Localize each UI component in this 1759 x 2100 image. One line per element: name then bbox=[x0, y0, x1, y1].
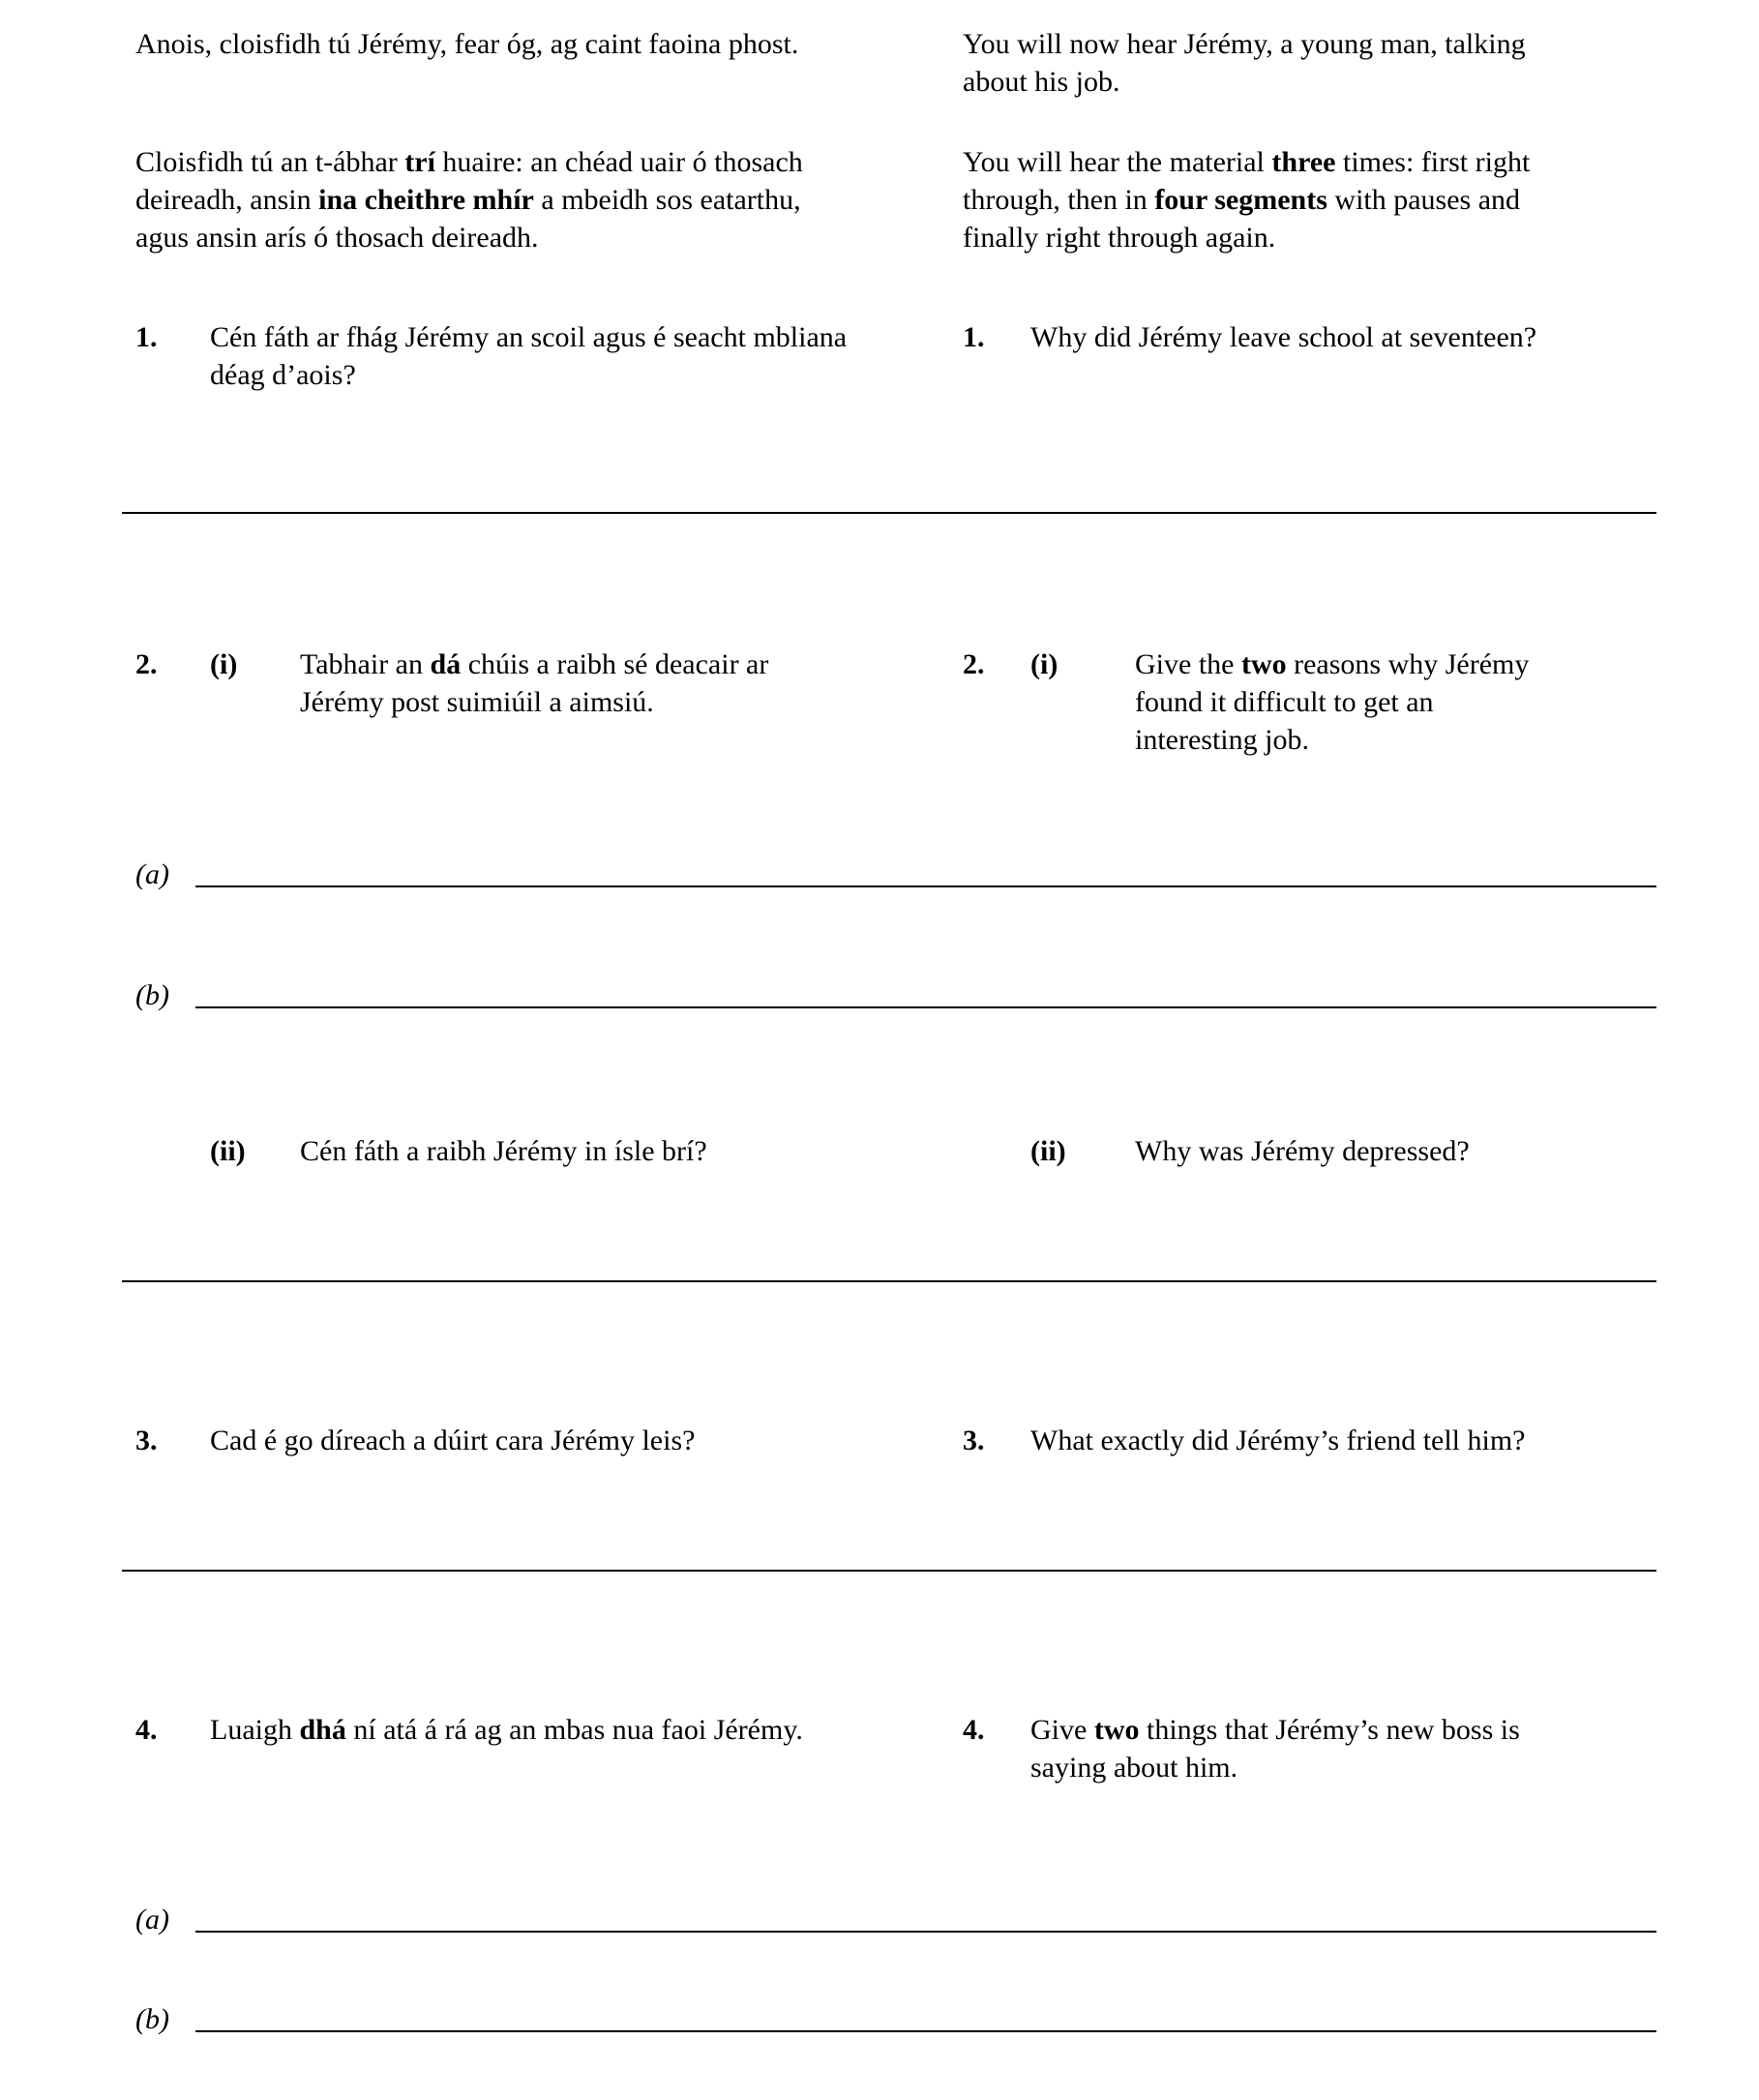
section-divider bbox=[122, 1570, 1656, 1572]
text-fragment: Cloisfidh tú an t-ábhar bbox=[135, 146, 405, 178]
subpart-label: (i) bbox=[1030, 648, 1058, 680]
answer-label-a: (a) bbox=[135, 858, 169, 890]
bold-fragment: three bbox=[1271, 146, 1336, 178]
question-4-english-text bbox=[1030, 1711, 1557, 1786]
answer-write-line bbox=[195, 1006, 1656, 1008]
text-fragment: with pauses and finally right through again. bbox=[963, 184, 1521, 254]
answer-label-b: (b) bbox=[135, 2003, 169, 2035]
question-1-irish bbox=[135, 318, 853, 394]
answer-write-line bbox=[195, 1931, 1656, 1933]
intro2-irish-column bbox=[135, 143, 853, 256]
intro1-english-column bbox=[963, 25, 1557, 101]
intro2-english-column bbox=[963, 143, 1557, 256]
text-fragment: Give the bbox=[1135, 648, 1241, 680]
question-2i-english-text bbox=[1135, 645, 1557, 759]
intro2-english-text bbox=[963, 143, 1557, 256]
question-number: 2. bbox=[963, 648, 985, 680]
bold-fragment: dhá bbox=[299, 1714, 346, 1746]
question-2i-irish bbox=[135, 645, 853, 759]
question-4-irish bbox=[135, 1711, 853, 1786]
intro1-irish-text: Anois, cloisfidh tú Jérémy, fear óg, ag caint faoina phost. bbox=[135, 28, 799, 60]
question-2i-irish-text bbox=[300, 645, 853, 721]
section-divider bbox=[122, 1280, 1656, 1282]
answer-line-a bbox=[135, 1901, 1656, 1938]
section-divider bbox=[122, 512, 1656, 514]
question-1-irish-text: Cén fáth ar fhág Jérémy an scoil agus é seacht mbliana déag d’aois? bbox=[210, 321, 848, 391]
text-fragment: things that Jérémy’s new boss is saying about him. bbox=[1030, 1714, 1520, 1784]
question-1 bbox=[135, 318, 1656, 394]
question-number: 3. bbox=[963, 1425, 985, 1456]
text-fragment: ní atá á rá ag an mbas nua faoi Jérémy. bbox=[345, 1714, 803, 1746]
bold-fragment: trí bbox=[404, 146, 435, 178]
text-fragment: You will hear the material bbox=[963, 146, 1272, 178]
question-1-english-text: Why did Jérémy leave school at seventeen? bbox=[1030, 321, 1537, 353]
answer-line-b bbox=[135, 2000, 1656, 2038]
bold-fragment: two bbox=[1093, 1714, 1140, 1746]
text-fragment: Tabhair an bbox=[300, 648, 431, 680]
answer-write-line bbox=[195, 2030, 1656, 2032]
question-2ii-irish bbox=[135, 1132, 853, 1170]
question-number: 3. bbox=[135, 1425, 158, 1456]
bold-fragment: dá bbox=[430, 648, 462, 680]
intro1-irish-column bbox=[135, 25, 853, 101]
question-1-english bbox=[963, 318, 1557, 394]
text-fragment: a mbeidh sos eatarthu, agus ansin arís ó thosach deireadh. bbox=[135, 184, 801, 254]
answer-label-b: (b) bbox=[135, 979, 169, 1011]
intro-paragraph-2 bbox=[135, 143, 1656, 256]
text-fragment: chúis a raibh sé deacair ar Jérémy post suimiúil a aimsiú. bbox=[300, 648, 769, 718]
bold-fragment: ina cheithre mhír bbox=[318, 184, 534, 216]
intro1-english-text: You will now hear Jérémy, a young man, talking about his job. bbox=[963, 28, 1526, 98]
question-3-irish bbox=[135, 1422, 853, 1459]
bold-fragment: two bbox=[1240, 648, 1287, 680]
answer-write-line bbox=[195, 885, 1656, 887]
question-2i-english bbox=[963, 645, 1557, 759]
question-number: 4. bbox=[963, 1714, 985, 1746]
intro2-irish-text bbox=[135, 143, 853, 256]
question-2-part-ii bbox=[135, 1132, 1656, 1170]
question-2ii-irish-text: Cén fáth a raibh Jérémy in ísle brí? bbox=[300, 1135, 707, 1167]
question-4-english bbox=[963, 1711, 1557, 1786]
text-fragment: Luaigh bbox=[210, 1714, 300, 1746]
question-3 bbox=[135, 1422, 1656, 1459]
question-3-english bbox=[963, 1422, 1557, 1459]
question-3-english-text: What exactly did Jérémy’s friend tell him? bbox=[1030, 1425, 1526, 1456]
subpart-label: (ii) bbox=[210, 1135, 246, 1167]
bold-fragment: four segments bbox=[1154, 184, 1327, 216]
question-number: 1. bbox=[963, 321, 985, 353]
question-2-part-i bbox=[135, 645, 1656, 759]
question-4-irish-text bbox=[210, 1711, 853, 1749]
text-fragment: Give bbox=[1030, 1714, 1094, 1746]
question-4 bbox=[135, 1711, 1656, 1786]
answer-line-a bbox=[135, 855, 1656, 893]
question-number: 4. bbox=[135, 1714, 158, 1746]
answer-line-b bbox=[135, 976, 1656, 1014]
text-fragment: times: first right through, then in bbox=[963, 146, 1531, 216]
intro-paragraph-1 bbox=[135, 25, 1656, 101]
text-fragment: huaire: an chéad uair ó thosach deireadh, ansin bbox=[135, 146, 803, 216]
answer-label-a: (a) bbox=[135, 1904, 169, 1935]
question-number: 2. bbox=[135, 648, 158, 680]
question-number: 1. bbox=[135, 321, 158, 353]
question-2ii-english-text: Why was Jérémy depressed? bbox=[1135, 1135, 1470, 1167]
subpart-label: (ii) bbox=[1030, 1135, 1066, 1167]
question-2ii-english bbox=[963, 1132, 1557, 1170]
question-3-irish-text: Cad é go díreach a dúirt cara Jérémy leis? bbox=[210, 1425, 696, 1456]
text-fragment: reasons why Jérémy found it difficult to get an interesting job. bbox=[1135, 648, 1530, 756]
subpart-label: (i) bbox=[210, 648, 238, 680]
